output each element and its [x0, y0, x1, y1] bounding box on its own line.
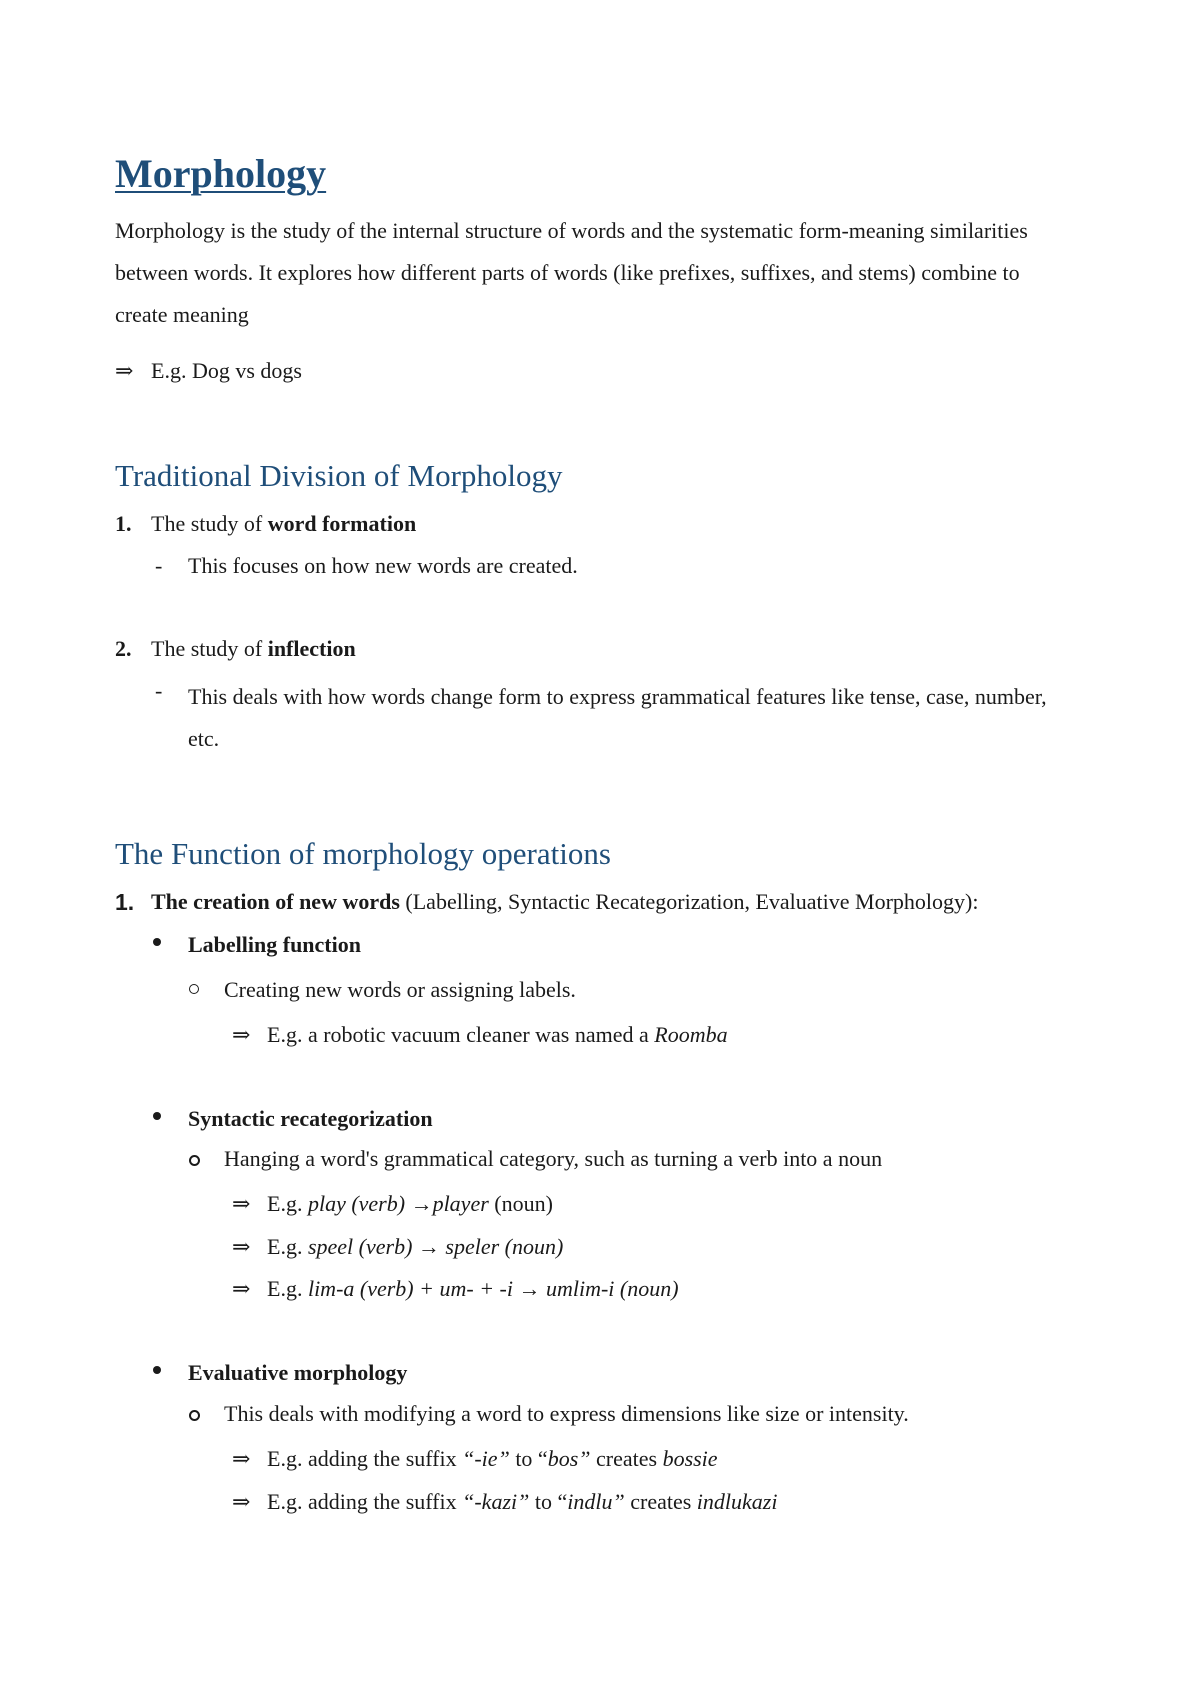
example-text: (noun) — [488, 1191, 553, 1216]
section-heading-functions: The Function of morphology operations — [115, 836, 611, 871]
arrow-icon: ⇒ — [232, 1276, 251, 1301]
example-text: E.g. — [267, 1276, 308, 1301]
intro-example: E.g. Dog vs dogs — [151, 358, 302, 383]
section-heading-traditional: Traditional Division of Morphology — [115, 458, 563, 493]
example-italic: indlu” — [567, 1489, 625, 1514]
syntactic-example — [267, 1232, 563, 1262]
list-item-bold: word formation — [267, 511, 417, 536]
labelling-desc: Creating new words or assigning labels. — [224, 977, 576, 1002]
evaluative-example — [267, 1444, 718, 1474]
circle-bullet-icon — [189, 1155, 200, 1166]
intro-paragraph: Morphology is the study of the internal structure of words and the systematic form-meaning similarities between words. It explores how different parts of words (like prefixes, suffixes, and stems) combine to create meaning — [115, 218, 1028, 327]
arrow-icon: ⇒ — [232, 1489, 251, 1514]
page-title: Morphology — [115, 151, 327, 196]
example-italic: Roomba — [654, 1022, 728, 1047]
circle-bullet-icon — [189, 984, 199, 994]
example-text: creates — [624, 1489, 697, 1514]
syntactic-example — [267, 1274, 679, 1304]
evaluative-title: Evaluative morphology — [188, 1360, 408, 1385]
list-number: 1. — [115, 511, 132, 536]
list-number: 2. — [115, 636, 132, 661]
example-italic: indlukazi — [696, 1489, 778, 1514]
arrow-icon: ⇒ — [232, 1234, 251, 1259]
example-italic: “-ie” — [462, 1446, 510, 1471]
example-italic: play (verb) →player — [307, 1191, 489, 1216]
arrow-icon: ⇒ — [232, 1022, 251, 1047]
example-italic: bossie — [662, 1446, 718, 1471]
syntactic-title: Syntactic recategorization — [188, 1106, 433, 1131]
arrow-icon: ⇒ — [232, 1191, 251, 1216]
labelling-title: Labelling function — [188, 932, 361, 957]
evaluative-desc: This deals with modifying a word to express dimensions like size or intensity. — [224, 1401, 909, 1426]
example-italic: lim-a (verb) + um- + -i → umlim-i (noun) — [307, 1276, 679, 1301]
example-text: to “ — [509, 1446, 548, 1471]
list-number: 1. — [115, 889, 135, 915]
list-item — [151, 509, 416, 539]
circle-bullet-icon — [189, 1410, 200, 1421]
evaluative-example — [267, 1487, 777, 1517]
example-text: E.g. adding the suffix — [267, 1489, 463, 1514]
arrow-icon: ⇒ — [115, 358, 134, 383]
example-italic: bos” — [547, 1446, 591, 1471]
syntactic-example — [267, 1189, 553, 1219]
dash-marker: - — [155, 553, 163, 578]
list-item — [151, 634, 356, 664]
syntactic-desc: Hanging a word's grammatical category, such as turning a verb into a noun — [224, 1146, 883, 1171]
example-text: E.g. a robotic vacuum cleaner was named a — [267, 1022, 655, 1047]
list-item-prefix: The study of — [151, 636, 268, 661]
list-item-bold: inflection — [267, 636, 356, 661]
bullet-icon — [153, 1112, 161, 1120]
functions-lead-bold: The creation of new words — [151, 889, 400, 914]
example-text: creates — [590, 1446, 663, 1471]
functions-lead-rest: (Labelling, Syntactic Recategorization, Evaluative Morphology): — [399, 889, 979, 914]
bullet-icon — [153, 938, 161, 946]
example-italic: speel (verb) → speler (noun) — [307, 1234, 564, 1259]
example-italic: “-kazi” — [462, 1489, 530, 1514]
labelling-example — [267, 1020, 728, 1050]
list-item-detail: This focuses on how new words are created. — [188, 553, 578, 578]
example-text: E.g. adding the suffix — [267, 1446, 463, 1471]
functions-lead — [151, 887, 978, 917]
dash-marker: - — [155, 678, 163, 703]
bullet-icon — [153, 1366, 161, 1374]
arrow-icon: ⇒ — [232, 1446, 251, 1471]
example-text: E.g. — [267, 1191, 308, 1216]
example-text: to “ — [529, 1489, 568, 1514]
list-item-prefix: The study of — [151, 511, 268, 536]
list-item-detail: This deals with how words change form to express grammatical features like tense, case, number, etc. — [188, 684, 1047, 751]
example-text: E.g. — [267, 1234, 308, 1259]
